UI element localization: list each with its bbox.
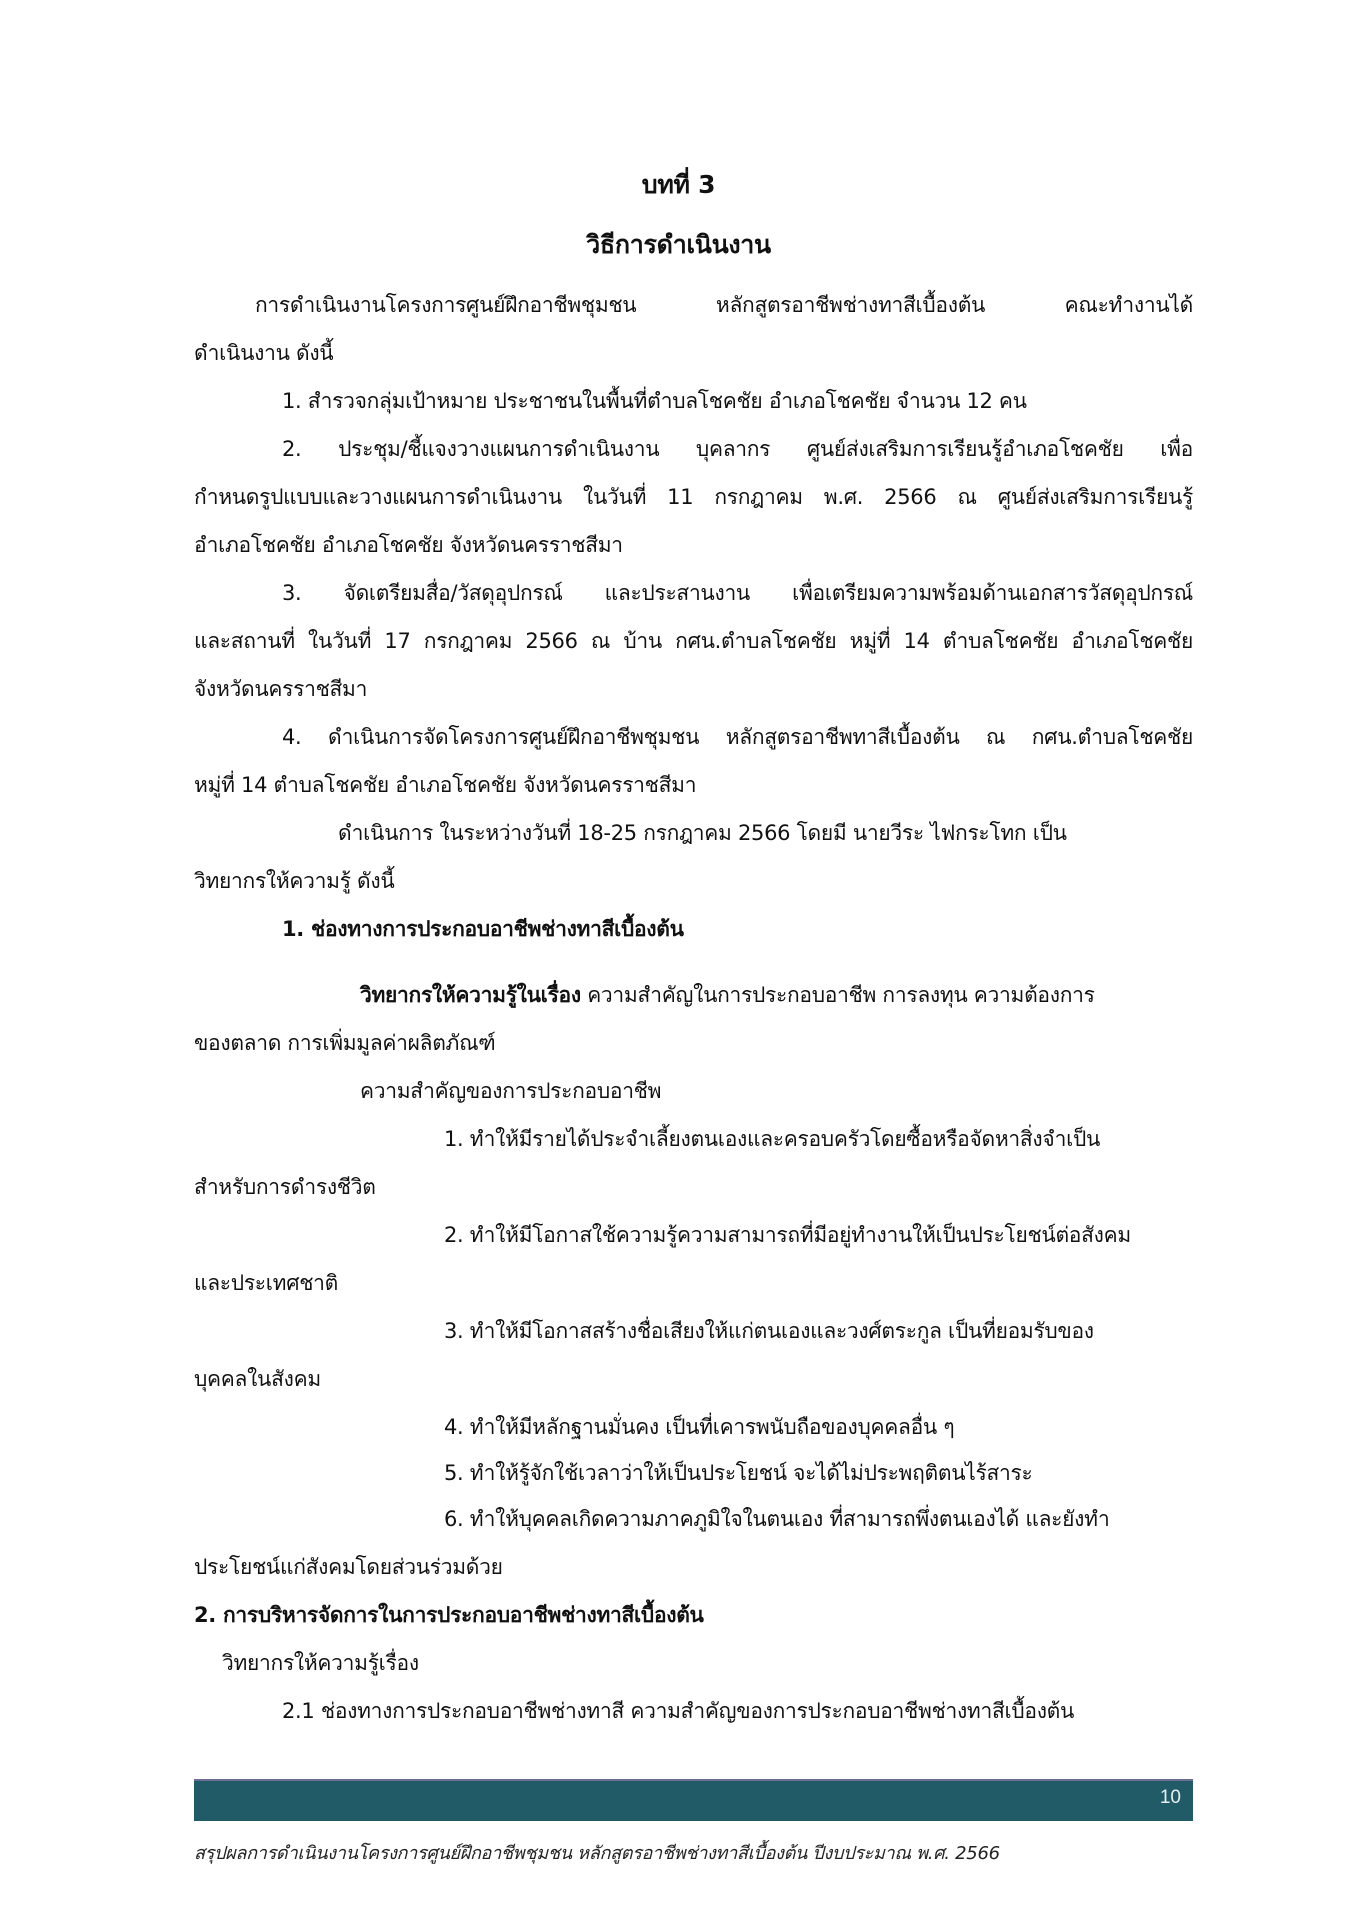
section-1-lecture-cont: ของตลาด การเพิ่มมูลค่าผลิตภัณฑ์ (194, 1031, 496, 1055)
section-1-lecture (360, 980, 1095, 1010)
step-4-line-2: หมู่ที่ 14 ตำบลโชคชัย อำเภอโชคชัย จังหวัดนครราชสีมา (194, 773, 697, 797)
importance-item-2: 2. ทำให้มีโอกาสใช้ความรู้ความสามารถที่มีอยู่ทำงานให้เป็นประโยชน์ต่อสังคม (444, 1223, 1131, 1247)
period-line-2: วิทยากรให้ความรู้ ดังนี้ (194, 869, 395, 893)
step-4-line-1: 4. ดำเนินการจัดโครงการศูนย์ฝึกอาชีพชุมชน หลักสูตรอาชีพทาสีเบื้องต้น ณ กศน.ตำบลโชคชัย (282, 725, 1193, 749)
step-2-line-1: 2. ประชุม/ชี้แจงวางแผนการดำเนินงาน บุคลากร ศูนย์ส่งเสริมการเรียนรู้อำเภอโชคชัย เพื่อ (282, 437, 1193, 461)
lecture-text: ความสำคัญในการประกอบอาชีพ การลงทุน ความต้องการ (580, 983, 1095, 1007)
section-2-lecture: วิทยากรให้ความรู้เรื่อง (222, 1651, 419, 1675)
section-1-heading: 1. ช่องทางการประกอบอาชีพช่างทาสีเบื้องต้น (282, 917, 684, 941)
step-3-line-1: 3. จัดเตรียมสื่อ/วัสดุอุปกรณ์ และประสานงาน เพื่อเตรียมความพร้อมด้านเอกสารวัสดุอุปกรณ์ (282, 581, 1193, 605)
step-1: 1. สำรวจกลุ่มเป้าหมาย ประชาชนในพื้นที่ตำบลโชคชัย อำเภอโชคชัย จำนวน 12 คน (282, 389, 1027, 413)
importance-item-1: 1. ทำให้มีรายได้ประจำเลี้ยงตนเองและครอบครัวโดยซื้อหรือจัดหาสิ่งจำเป็น (444, 1127, 1101, 1151)
importance-item-5: 5. ทำให้รู้จักใช้เวลาว่าให้เป็นประโยชน์ จะได้ไม่ประพฤติตนไร้สาระ (444, 1461, 1033, 1485)
lecture-label: วิทยากรให้ความรู้ในเรื่อง (360, 983, 581, 1007)
section-2-item-2-1: 2.1 ช่องทางการประกอบอาชีพช่างทาสี ความสำคัญของการประกอบอาชีพช่างทาสีเบื้องต้น (282, 1699, 1075, 1723)
footer-band (194, 1779, 1193, 1821)
importance-item-3-cont: บุคคลในสังคม (194, 1367, 321, 1391)
intro-line-1: การดำเนินงานโครงการศูนย์ฝึกอาชีพชุมชน หลักสูตรอาชีพช่างทาสีเบื้องต้น คณะทำงานได้ (255, 293, 1193, 317)
importance-title: ความสำคัญของการประกอบอาชีพ (360, 1079, 662, 1103)
importance-item-1-cont: สำหรับการดำรงชีวิต (194, 1175, 376, 1199)
importance-item-6-cont: ประโยชน์แก่สังคมโดยส่วนร่วมด้วย (194, 1555, 503, 1579)
chapter-title: วิธีการดำเนินงาน (586, 230, 771, 259)
step-2-line-3: อำเภอโชคชัย อำเภอโชคชัย จังหวัดนครราชสีมา (194, 533, 623, 557)
page-number: 10 (1159, 1787, 1181, 1808)
importance-item-6: 6. ทำให้บุคคลเกิดความภาคภูมิใจในตนเอง ที่สามารถพึ่งตนเองได้ และยังทำ (444, 1507, 1110, 1531)
importance-item-4: 4. ทำให้มีหลักฐานมั่นคง เป็นที่เคารพนับถือของบุคคลอื่น ๆ (444, 1415, 955, 1439)
importance-item-2-cont: และประเทศชาติ (194, 1271, 339, 1295)
importance-item-3: 3. ทำให้มีโอกาสสร้างชื่อเสียงให้แก่ตนเองและวงศ์ตระกูล เป็นที่ยอมรับของ (444, 1319, 1094, 1343)
period-line-1: ดำเนินการ ในระหว่างวันที่ 18-25 กรกฎาคม 2566 โดยมี นายวีระ ไฟกระโทก เป็น (338, 821, 1067, 845)
step-2-line-2: กำหนดรูปแบบและวางแผนการดำเนินงาน ในวันที่ 11 กรกฎาคม พ.ศ. 2566 ณ ศูนย์ส่งเสริมการเรียนรู้ (194, 485, 1193, 509)
section-2-heading: 2. การบริหารจัดการในการประกอบอาชีพช่างทาสีเบื้องต้น (194, 1603, 704, 1627)
footer-caption: สรุปผลการดำเนินงานโครงการศูนย์ฝึกอาชีพชุมชน หลักสูตรอาชีพช่างทาสีเบื้องต้น ปีงบประมาณ พ.ศ. 2566 (194, 1843, 1000, 1864)
chapter-number: บทที่ 3 (641, 170, 716, 199)
step-3-line-3: จังหวัดนครราชสีมา (194, 677, 368, 701)
step-3-line-2: และสถานที่ ในวันที่ 17 กรกฎาคม 2566 ณ บ้าน กศน.ตำบลโชคชัย หมู่ที่ 14 ตำบลโชคชัย อำเภอโชคชัย (194, 629, 1193, 653)
intro-line-2: ดำเนินงาน ดังนี้ (194, 341, 334, 365)
